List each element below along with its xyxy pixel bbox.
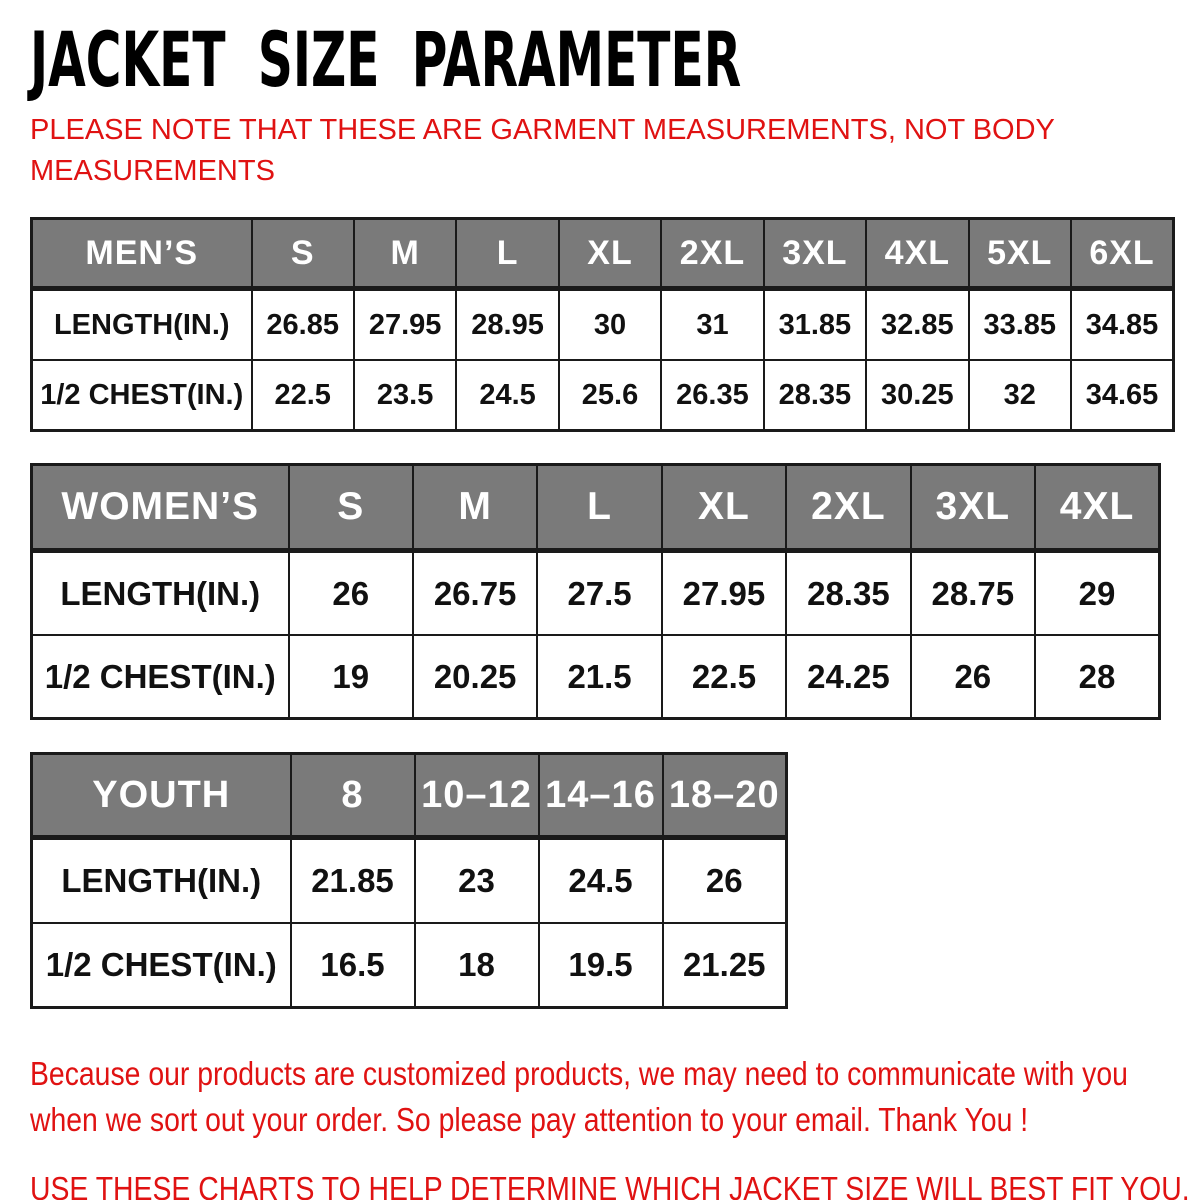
youth-measurement-row <box>32 923 787 1008</box>
note-line-1: PLEASE NOTE THAT THESE ARE GARMENT MEASUREMENTS, NOT BODY <box>30 114 1055 146</box>
measurement-value-cell: 31.85 <box>764 289 866 361</box>
womens-size-header-cell: XL <box>662 465 786 551</box>
measurement-value-cell: 30.25 <box>866 360 968 431</box>
measurement-value-cell: 24.5 <box>456 360 558 431</box>
note-line-2: MEASUREMENTS <box>30 155 275 187</box>
measurement-value-cell: 18 <box>415 923 539 1008</box>
caption-line: USE THESE CHARTS TO HELP DETERMINE WHICH JACKET SIZE WILL BEST FIT YOU. <box>30 1170 1190 1200</box>
measurement-value-cell: 24.25 <box>786 635 910 719</box>
measurement-value-cell: 27.5 <box>537 551 661 636</box>
row-label-cell: LENGTH(IN.) <box>32 289 252 361</box>
womens-size-header-cell: L <box>537 465 661 551</box>
mens-size-header-cell: 5XL <box>969 219 1071 289</box>
measurement-value-cell: 27.95 <box>354 289 456 361</box>
measurement-value-cell: 22.5 <box>252 360 354 431</box>
youth-size-header-cell: 10–12 <box>415 754 539 838</box>
measurement-value-cell: 28 <box>1035 635 1159 719</box>
womens-size-header-cell: 3XL <box>911 465 1035 551</box>
womens-size-table <box>30 463 1161 720</box>
mens-size-header-cell: 2XL <box>661 219 763 289</box>
mens-size-header-cell: M <box>354 219 456 289</box>
measurement-value-cell: 21.5 <box>537 635 661 719</box>
womens-measurement-row <box>32 551 1160 636</box>
measurement-value-cell: 22.5 <box>662 635 786 719</box>
mens-measurement-row <box>32 360 1174 431</box>
measurement-value-cell: 28.95 <box>456 289 558 361</box>
row-label-cell: 1/2 CHEST(IN.) <box>32 360 252 431</box>
womens-size-header-cell: S <box>289 465 413 551</box>
measurement-value-cell: 19.5 <box>539 923 663 1008</box>
measurement-value-cell: 33.85 <box>969 289 1071 361</box>
customization-notice <box>30 1051 1180 1143</box>
youth-header-row <box>32 754 787 838</box>
measurement-value-cell: 32.85 <box>866 289 968 361</box>
mens-size-header-cell: XL <box>559 219 661 289</box>
notice-line-2: when we sort out your order. So please pay attention to your email. Thank You ! <box>30 1101 1029 1138</box>
mens-size-header-cell: 3XL <box>764 219 866 289</box>
youth-size-header-cell: 8 <box>291 754 415 838</box>
measurement-value-cell: 31 <box>661 289 763 361</box>
womens-header-row <box>32 465 1160 551</box>
measurement-value-cell: 26 <box>911 635 1035 719</box>
womens-size-header-cell: M <box>413 465 537 551</box>
notice-line-1: Because our products are customized products, we may need to communicate with you <box>30 1055 1128 1092</box>
mens-size-header-cell: S <box>252 219 354 289</box>
measurement-value-cell: 21.85 <box>291 838 415 924</box>
row-label-cell: 1/2 CHEST(IN.) <box>32 923 291 1008</box>
page-title: JACKET SIZE PARAMETER <box>30 15 742 104</box>
youth-size-header-cell: 18–20 <box>663 754 787 838</box>
measurement-value-cell: 27.95 <box>662 551 786 636</box>
youth-table-title-cell: YOUTH <box>32 754 291 838</box>
measurement-value-cell: 20.25 <box>413 635 537 719</box>
measurement-value-cell: 21.25 <box>663 923 787 1008</box>
measurement-value-cell: 26.75 <box>413 551 537 636</box>
row-label-cell: 1/2 CHEST(IN.) <box>32 635 289 719</box>
mens-size-header-cell: L <box>456 219 558 289</box>
measurement-value-cell: 16.5 <box>291 923 415 1008</box>
measurement-value-cell: 26 <box>289 551 413 636</box>
measurement-value-cell: 28.35 <box>786 551 910 636</box>
mens-size-header-cell: 6XL <box>1071 219 1174 289</box>
measurement-value-cell: 34.65 <box>1071 360 1174 431</box>
measurement-value-cell: 28.75 <box>911 551 1035 636</box>
garment-measurement-note <box>30 110 1180 192</box>
measurement-value-cell: 19 <box>289 635 413 719</box>
size-chart-page <box>0 15 1200 1200</box>
youth-size-header-cell: 14–16 <box>539 754 663 838</box>
measurement-value-cell: 24.5 <box>539 838 663 924</box>
measurement-value-cell: 30 <box>559 289 661 361</box>
measurement-value-cell: 26.35 <box>661 360 763 431</box>
womens-size-header-cell: 4XL <box>1035 465 1159 551</box>
measurement-value-cell: 26 <box>663 838 787 924</box>
youth-size-table <box>30 752 788 1009</box>
womens-size-header-cell: 2XL <box>786 465 910 551</box>
measurement-value-cell: 29 <box>1035 551 1159 636</box>
measurement-value-cell: 23.5 <box>354 360 456 431</box>
row-label-cell: LENGTH(IN.) <box>32 551 289 636</box>
mens-measurement-row <box>32 289 1174 361</box>
womens-measurement-row <box>32 635 1160 719</box>
measurement-value-cell: 26.85 <box>252 289 354 361</box>
row-label-cell: LENGTH(IN.) <box>32 838 291 924</box>
mens-table-title-cell: MEN’S <box>32 219 252 289</box>
womens-table-title-cell: WOMEN’S <box>32 465 289 551</box>
measurement-value-cell: 23 <box>415 838 539 924</box>
youth-measurement-row <box>32 838 787 924</box>
mens-size-table <box>30 217 1175 432</box>
mens-size-header-cell: 4XL <box>866 219 968 289</box>
measurement-value-cell: 28.35 <box>764 360 866 431</box>
measurement-value-cell: 32 <box>969 360 1071 431</box>
measurement-value-cell: 25.6 <box>559 360 661 431</box>
mens-header-row <box>32 219 1174 289</box>
chart-usage-caption <box>30 1167 1190 1200</box>
measurement-value-cell: 34.85 <box>1071 289 1174 361</box>
